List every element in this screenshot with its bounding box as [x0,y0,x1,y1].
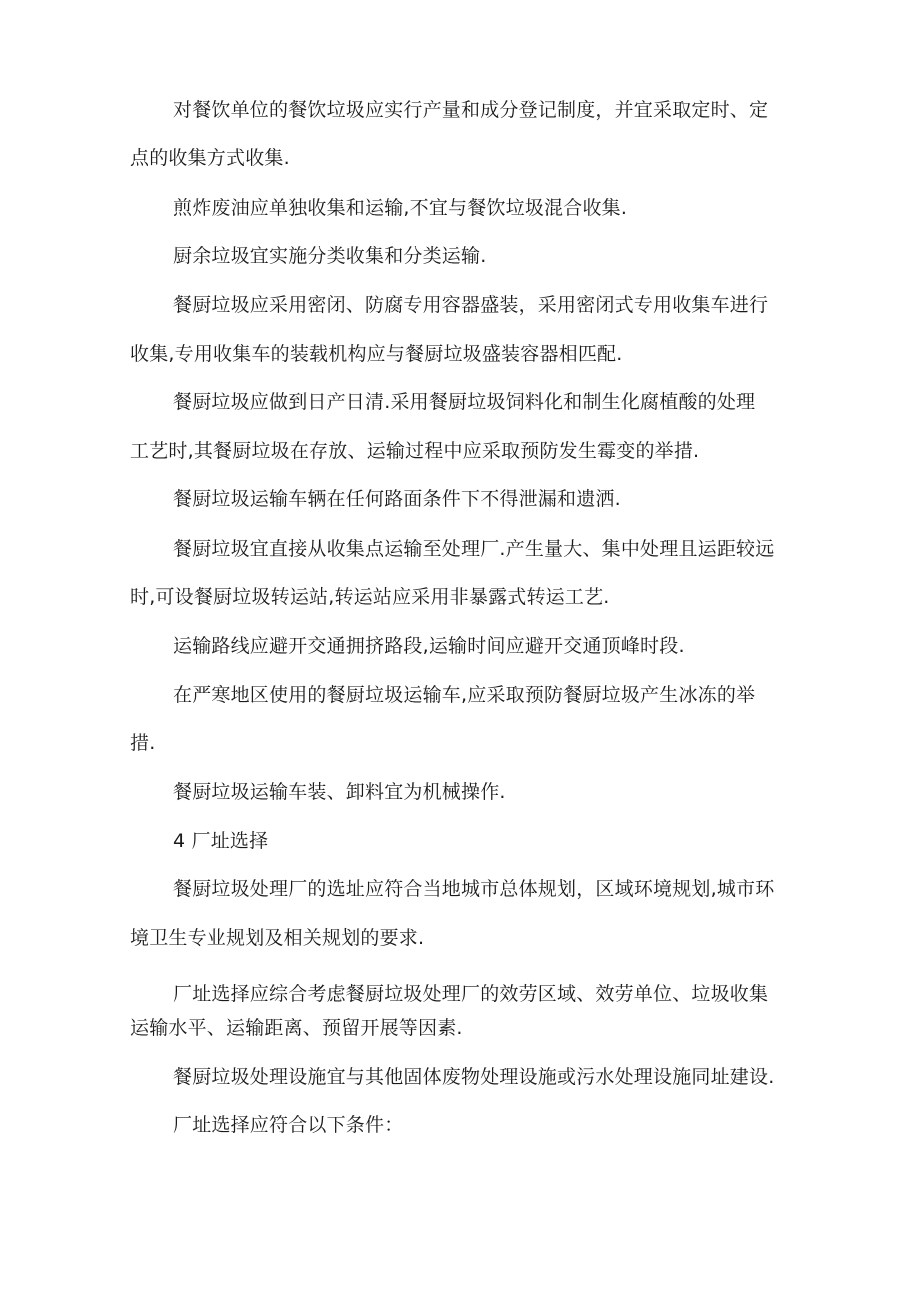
paragraph-line: 餐厨垃圾应采用密闭、防腐专用容器盛装，采用密闭式专用收集车进行 [173,294,769,316]
paragraph-line: 运输路线应避开交通拥挤路段,运输时间应避开交通顶峰时段. [173,635,685,657]
paragraph-line: 餐厨垃圾处理厂的选址应符合当地城市总体规划，区域环境规划,城市环 [173,878,775,900]
paragraph-line: 厨余垃圾宜实施分类收集和分类运输. [173,245,487,267]
paragraph-line: 餐厨垃圾处理设施宜与其他固体废物处理设施或污水处理设施同址建设. [173,1066,775,1088]
section-heading: 4 厂址选择 [173,830,269,852]
paragraph-line: 厂址选择应符合以下条件： [173,1114,404,1136]
paragraph-line: 收集,专用收集车的装载机构应与餐厨垃圾盛装容器相匹配. [130,343,623,365]
paragraph-line: 工艺时,其餐厨垃圾在存放、运输过程中应采取预防发生霉变的举措. [130,440,700,462]
paragraph-line: 餐厨垃圾运输车辆在任何路面条件下不得泄漏和遗洒. [173,488,621,510]
paragraph-line: 对餐饮单位的餐饮垃圾应实行产量和成分登记制度，并宜采取定时、定 [173,99,769,121]
paragraph-line: 餐厨垃圾应做到日产日清.采用餐厨垃圾饲料化和制生化腐植酸的处理 [173,391,756,413]
paragraph-line: 在严寒地区使用的餐厨垃圾运输车,应采取预防餐厨垃圾产生冰冻的举 [173,684,756,706]
paragraph-line: 餐厨垃圾运输车装、卸料宜为机械操作. [173,781,506,803]
paragraph-line: 运输水平、运输距离、预留开展等因素. [130,1017,463,1039]
paragraph-line: 厂址选择应综合考虑餐厨垃圾处理厂的效劳区域、效劳单位、垃圾收集 [173,983,769,1005]
paragraph-line: 餐厨垃圾宜直接从收集点运输至处理厂.产生量大、集中处理且运距较远 [173,538,775,560]
paragraph-line: 时,可设餐厨垃圾转运站,转运站应采用非暴露式转运工艺. [130,586,610,608]
paragraph-line: 点的收集方式收集. [130,147,290,169]
paragraph-line: 煎炸废油应单独收集和运输,不宜与餐饮垃圾混合收集. [173,197,628,219]
paragraph-line: 境卫生专业规划及相关规划的要求. [130,927,425,949]
paragraph-line: 措. [130,732,156,754]
